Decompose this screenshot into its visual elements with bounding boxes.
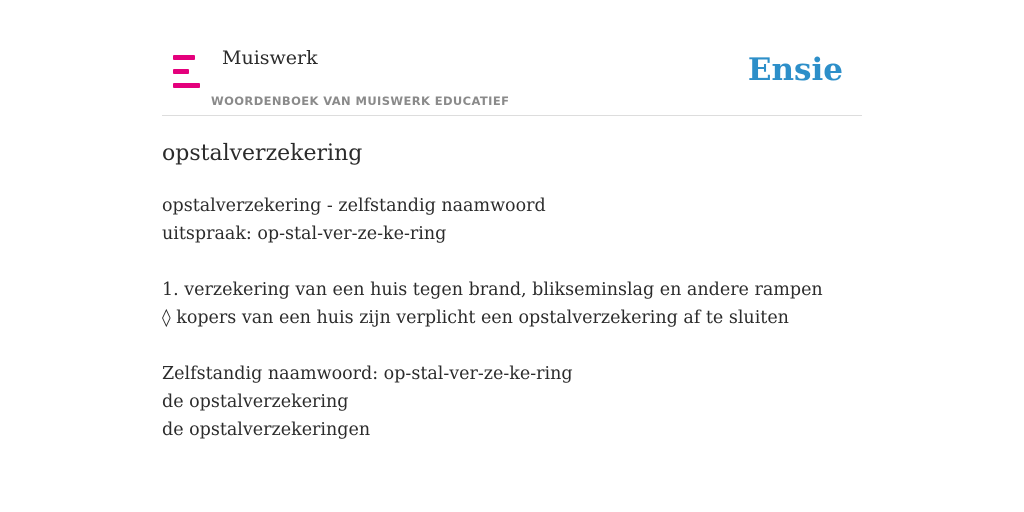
entry-singular-line: de opstalverzekering <box>162 392 349 412</box>
entry-blank-line <box>162 332 862 360</box>
logo-bar <box>173 83 200 88</box>
entry-definition-line: 1. verzekering van een huis tegen brand, blikseminslag en andere rampen <box>162 280 823 300</box>
entry-body <box>162 192 862 444</box>
site-subtitle: WOORDENBOEK VAN MUISWERK EDUCATIEF <box>211 94 510 108</box>
entry-plural-line: de opstalverzekeringen <box>162 420 371 440</box>
page-title: opstalverzekering <box>162 141 363 166</box>
logo-bar <box>173 69 189 74</box>
ensie-brand-link[interactable]: Ensie <box>747 52 843 88</box>
header-divider <box>162 115 862 116</box>
entry-hyphenation-line: Zelfstandig naamwoord: op-stal-ver-ze-ke-ring <box>162 364 573 384</box>
entry-pronunciation-line: uitspraak: op-stal-ver-ze-ke-ring <box>162 224 447 244</box>
muiswerk-logo-icon[interactable] <box>173 55 200 88</box>
entry-example-line: ◊ kopers van een huis zijn verplicht een opstalverzekering af te sluiten <box>162 308 789 328</box>
logo-bar <box>173 55 195 60</box>
entry-blank-line <box>162 248 862 276</box>
entry-word-class-line: opstalverzekering - zelfstandig naamwoord <box>162 196 546 216</box>
site-name[interactable]: Muiswerk <box>222 47 318 69</box>
